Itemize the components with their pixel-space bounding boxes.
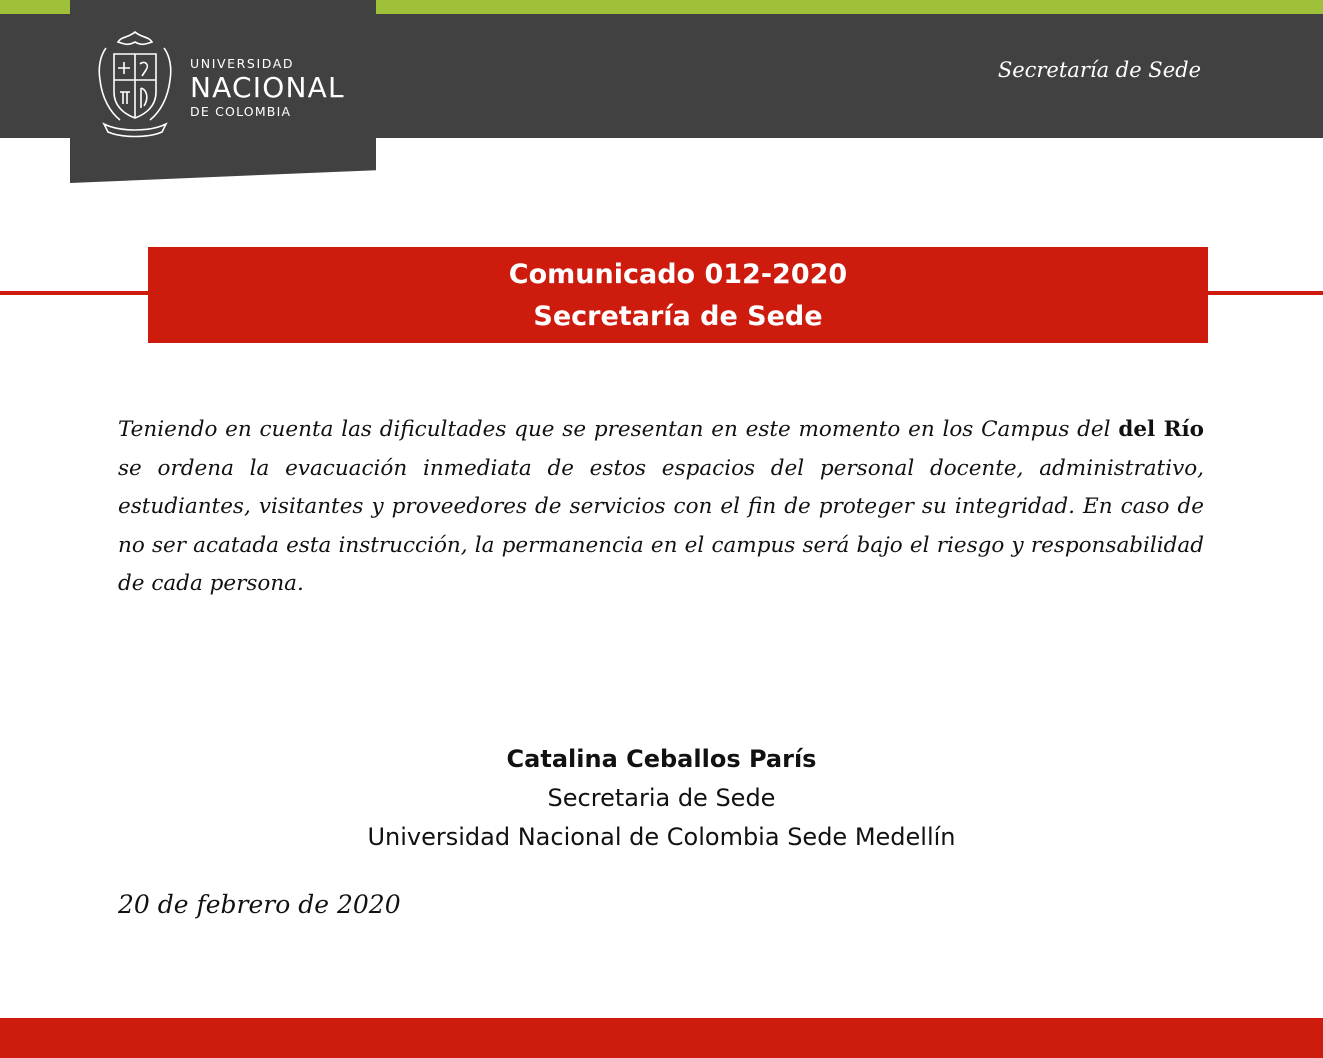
body-text-part1: Teniendo en cuenta las dificultades que se presentan en este momento en los Campus del: [118, 417, 1119, 442]
signer-name: Catalina Ceballos París: [506, 745, 817, 773]
university-logo: [190, 57, 345, 119]
logo-line-nacional: NACIONAL: [190, 71, 345, 104]
footer-bar: [0, 1018, 1323, 1058]
signature-block: [0, 740, 1323, 857]
logo-line-universidad: UNIVERSIDAD: [190, 56, 295, 71]
body-text-part2: se ordena la evacuación inmediata de estos espacios del personal docente, administrativo, estudiantes, visitantes y proveedores de servicios con el fin de proteger su integridad. En caso de no ser acatada esta instrucción, la permanencia en el campus será bajo el riesgo y responsabilidad de cada persona.: [118, 455, 1204, 596]
communique-number: Comunicado 012-2020: [508, 259, 848, 290]
communique-office: Secretaría de Sede: [533, 301, 823, 332]
header-section-label: Secretaría de Sede: [997, 58, 1201, 82]
communique-date: 20 de febrero de 2020: [118, 890, 401, 919]
signer-role: Secretaria de Sede: [547, 784, 776, 812]
communique-banner: [148, 247, 1208, 343]
university-seal-icon: [92, 28, 178, 140]
signer-institution: Universidad Nacional de Colombia Sede Medellín: [367, 823, 956, 851]
body-text-campus: del Río: [1118, 417, 1204, 442]
logo-line-de-colombia: DE COLOMBIA: [190, 104, 292, 119]
communique-body: [118, 411, 1204, 604]
